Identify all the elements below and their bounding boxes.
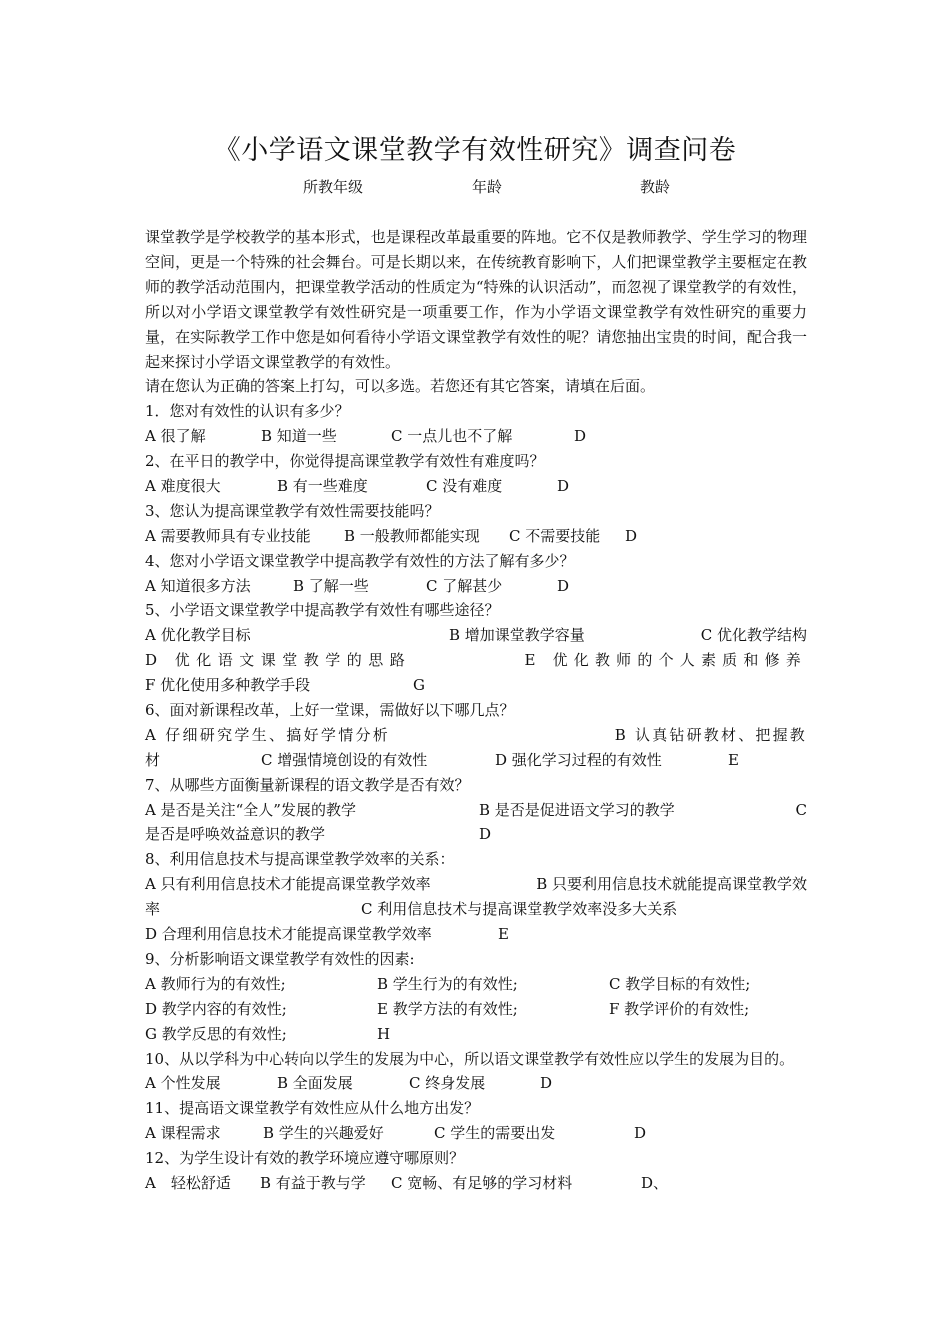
option-c: C: [795, 800, 807, 819]
question-12-options: [145, 1171, 807, 1196]
option-c: C 利用信息技术与提高课堂教学效率没多大关系: [361, 900, 678, 919]
option-e: E 优化教师的个人素质和修养: [524, 651, 807, 670]
question-text: 1．您对有效性的认识有多少？: [145, 402, 350, 421]
option-d: D、: [641, 1173, 669, 1192]
option-g: G: [413, 676, 425, 695]
option-a: A 课程需求: [145, 1124, 221, 1143]
question-11-options: [145, 1121, 807, 1146]
option-a: A 优化教学目标: [145, 626, 251, 645]
document-title: 《小学语文课堂教学有效性研究》调查问卷: [213, 135, 737, 166]
question-text: 9、分析影响语文课堂教学有效性的因素:: [145, 949, 415, 968]
option-c: C 一点儿也不了解: [391, 427, 513, 446]
question-2-options: [145, 474, 807, 499]
option-b: B 全面发展: [277, 1074, 353, 1093]
question-1: [145, 399, 807, 424]
option-b: B 是否是促进语文学习的教学: [479, 800, 675, 819]
option-b: B 学生行为的有效性;: [377, 974, 518, 993]
option-a: A 难度很大: [145, 477, 221, 496]
option-a: A 个性发展: [145, 1074, 221, 1093]
option-a: A 是否是关注“全人”发展的教学: [145, 800, 356, 819]
option-b: B 有益于教与学: [260, 1173, 366, 1192]
option-h: H: [377, 1024, 391, 1043]
question-10: 10、从以学科为中心转向以学生的发展为中心，所以语文课堂教学有效性应以学生的发展为目的。: [145, 1049, 795, 1068]
question-9-options-row3: [145, 1022, 807, 1047]
question-6: [145, 698, 807, 723]
option-d: D: [574, 427, 587, 446]
question-9-options-row1: [145, 972, 807, 997]
option-d: D 合理利用信息技术才能提高课堂教学效率: [145, 925, 432, 944]
option-d: D: [479, 825, 492, 844]
option-b: B 了解一些: [293, 576, 369, 595]
intro-paragraph: 课堂教学是学校教学的基本形式，也是课程改革最重要的阵地。它不仅是教师教学、学生学习的物理空间，更是一个特殊的社会舞台。可是长期以来，在传统教育影响下，人们把课堂教学主要框定在教师的教学活动范围内，把课堂教学活动的性质定为“特殊的认识活动”，而忽视了课堂教学的有效性，所以对小学语文课堂教学有效性研究是一项重要工作，作为小学语文课堂教学有效性研究的重要力量，在实际教学工作中您是如何看待小学语文课堂教学有效性的呢？请您抽出宝贵的时间，配合我一起来探讨小学语文课堂教学的有效性。: [145, 228, 807, 371]
question-text: 5、小学语文课堂教学中提高教学有效性有哪些途径？: [145, 601, 500, 620]
instruction-text: 请在您认为正确的答案上打勾，可以多选。若您还有其它答案，请填在后面。: [145, 377, 656, 396]
question-11: [145, 1096, 807, 1121]
question-8-options-row1: [145, 872, 807, 897]
option-c: C 了解甚少: [426, 576, 503, 595]
teaching-years-label: 教龄: [640, 178, 671, 196]
option-b: B 认真钻研教材、把握教: [614, 725, 807, 744]
option-b: B 有一些难度: [277, 477, 368, 496]
question-10-options: [145, 1071, 807, 1096]
option-g: G 教学反思的有效性;: [145, 1024, 287, 1043]
option-f: F 教学评价的有效性;: [609, 999, 750, 1018]
option-e: E 教学方法的有效性;: [377, 999, 518, 1018]
option-d: D: [557, 576, 570, 595]
question-8: [145, 847, 807, 872]
question-text: 2、在平日的教学中，你觉得提高课堂教学有效性有难度吗？: [145, 452, 545, 471]
question-text: 4、您对小学语文课堂教学中提高教学有效性的方法了解有多少？: [145, 551, 575, 570]
option-b: B 增加课堂教学容量: [449, 626, 585, 645]
question-text: 7、从哪些方面衡量新课程的语文教学是否有效？: [145, 775, 470, 794]
question-3: [145, 499, 807, 524]
question-7: [145, 773, 807, 798]
question-4: [145, 549, 807, 574]
option-c: C 没有难度: [426, 477, 503, 496]
option-d: D 强化学习过程的有效性: [495, 750, 662, 769]
option-d: D: [557, 477, 570, 496]
grade-label: 所教年级: [303, 178, 364, 196]
option-b: B 一般教师都能实现: [344, 526, 480, 545]
question-2: [145, 449, 807, 474]
document-body: [145, 225, 807, 1196]
question-8-options-row3: [145, 922, 807, 947]
option-b-continued: 率: [145, 900, 161, 919]
option-c: C 终身发展: [409, 1074, 486, 1093]
question-text: 3、您认为提高课堂教学有效性需要技能吗？: [145, 501, 440, 520]
option-f: F 优化使用多种教学手段: [145, 676, 311, 695]
option-c: C 增强情境创设的有效性: [261, 750, 428, 769]
option-a: A 只有利用信息技术才能提高课堂教学效率: [145, 875, 431, 894]
option-c: C 教学目标的有效性;: [609, 974, 751, 993]
option-d: D: [634, 1124, 647, 1143]
option-a: A 仔细研究学生、搞好学情分析: [145, 725, 391, 744]
question-6-options-row2: [145, 748, 807, 773]
option-c: C 不需要技能: [509, 526, 601, 545]
option-c-continued: 是否是呼唤效益意识的教学: [145, 825, 326, 844]
option-d: D: [540, 1074, 553, 1093]
option-a: A 教师行为的有效性;: [145, 974, 286, 993]
question-9-options-row2: [145, 997, 807, 1022]
option-c: C 优化教学结构: [700, 626, 807, 645]
question-5: [145, 598, 807, 623]
question-text: 8、利用信息技术与提高课堂教学效率的关系：: [145, 850, 455, 869]
option-e: E: [498, 925, 509, 944]
option-a: A 需要教师具有专业技能: [145, 526, 311, 545]
question-7-options-row2: [145, 822, 807, 847]
question-8-options-row2: [145, 897, 807, 922]
age-label: 年龄: [472, 178, 503, 196]
question-text: 11、提高语文课堂教学有效性应从什么地方出发？: [145, 1099, 480, 1118]
question-5-options-row1: [145, 623, 807, 648]
question-text: 6、面对新课程改革，上好一堂课，需做好以下哪几点？: [145, 701, 515, 720]
question-5-options-row3: [145, 673, 807, 698]
option-c: C 学生的需要出发: [434, 1124, 556, 1143]
option-d: D: [625, 526, 638, 545]
option-b-continued: 材: [145, 750, 161, 769]
question-text: 12、为学生设计有效的教学环境应遵守哪原则？: [145, 1149, 465, 1168]
option-e: E: [728, 750, 739, 769]
option-c: C 宽畅、有足够的学习材料: [391, 1173, 573, 1192]
option-b: B 知道一些: [261, 427, 337, 446]
question-9: [145, 947, 807, 972]
question-7-options-row1: [145, 798, 807, 823]
option-d: D 教学内容的有效性;: [145, 999, 287, 1018]
question-4-options: [145, 574, 807, 599]
option-b: B 只要利用信息技术就能提高课堂教学效: [536, 875, 807, 894]
question-1-options: [145, 424, 807, 449]
option-d: D 优化语文课堂教学的思路: [145, 651, 412, 670]
option-a: A 知道很多方法: [145, 576, 251, 595]
question-6-options-row1: [145, 723, 807, 748]
question-5-options-row2: [145, 648, 807, 673]
question-3-options: [145, 524, 807, 549]
option-a: A 轻松舒适: [145, 1173, 231, 1192]
option-a: A 很了解: [145, 427, 206, 446]
question-12: [145, 1146, 807, 1171]
option-b: B 学生的兴趣爱好: [263, 1124, 384, 1143]
